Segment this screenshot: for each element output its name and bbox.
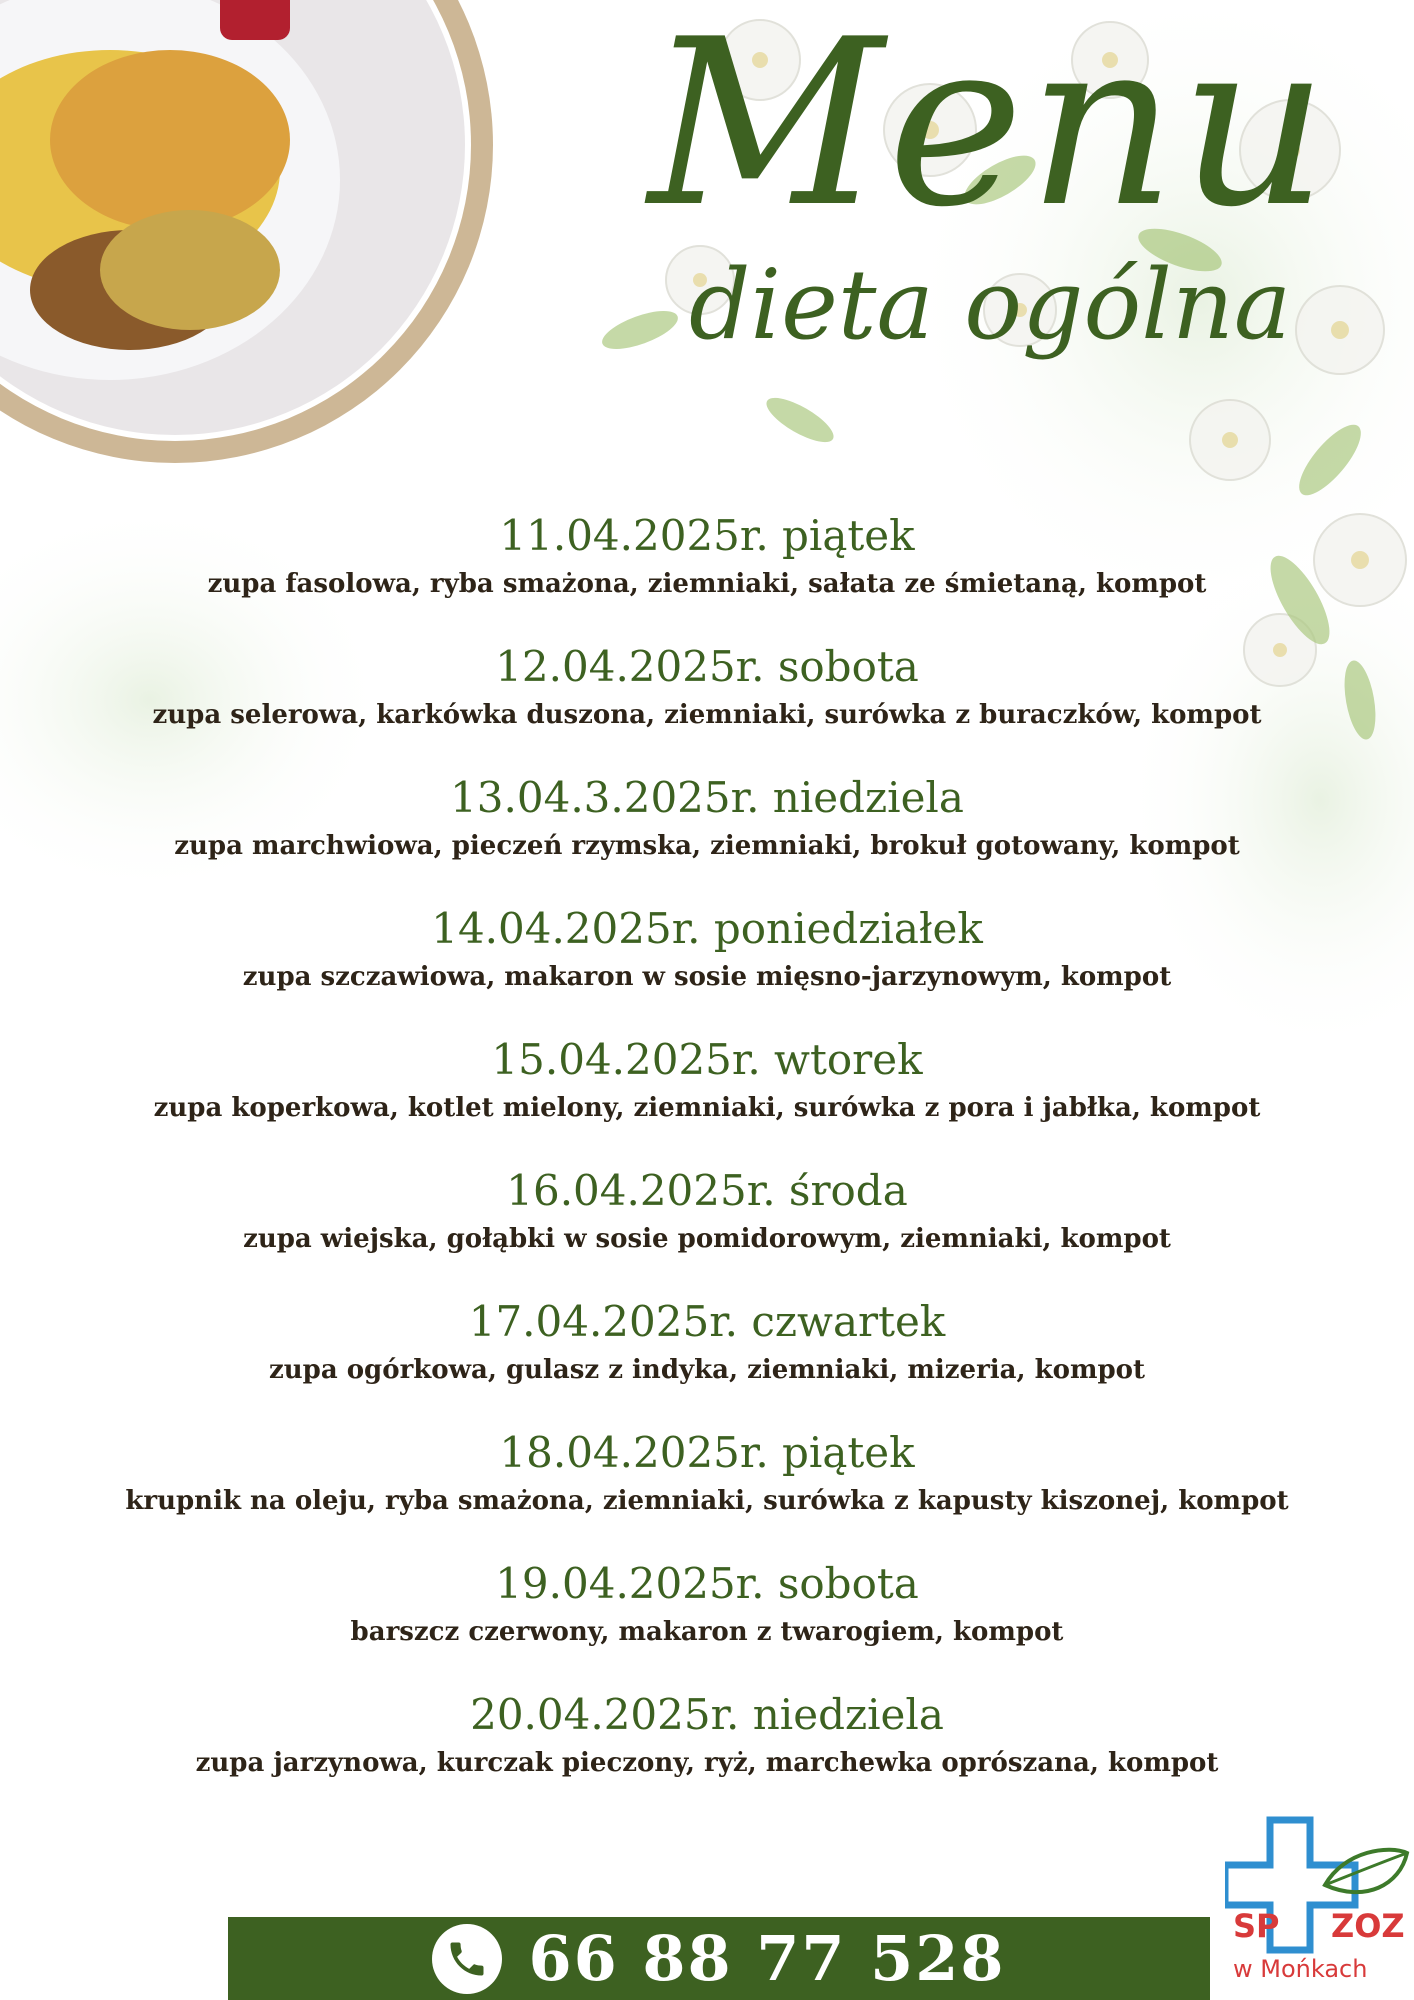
menu-day (0, 1163, 1414, 1294)
logo-place: w Mońkach (1233, 1955, 1368, 1983)
menu-day (0, 770, 1414, 901)
day-dishes: zupa selerowa, karkówka duszona, ziemniaki, surówka z buraczków, kompot (152, 700, 1262, 730)
menu-list (0, 508, 1414, 1818)
day-dishes: barszcz czerwony, makaron z twarogiem, kompot (350, 1617, 1064, 1647)
day-heading: 15.04.2025r. wtorek (491, 1035, 923, 1084)
phone-icon (432, 1924, 502, 1994)
day-dishes: zupa koperkowa, kotlet mielony, ziemniaki, surówka z pora i jabłka, kompot (153, 1093, 1261, 1123)
menu-day (0, 1294, 1414, 1425)
menu-day (0, 1687, 1414, 1818)
day-heading: 12.04.2025r. sobota (495, 642, 919, 691)
menu-title-block (600, 0, 1380, 360)
day-heading: 20.04.2025r. niedziela (470, 1690, 944, 1739)
day-dishes: zupa ogórkowa, gulasz z indyka, ziemniaki, mizeria, kompot (268, 1355, 1146, 1385)
day-heading: 17.04.2025r. czwartek (468, 1297, 946, 1346)
phone-number[interactable]: 66 88 77 528 (528, 1922, 1006, 1995)
page-subtitle: dieta ogólna (688, 249, 1292, 361)
phone-bar (228, 1917, 1210, 2000)
day-dishes: zupa wiejska, gołąbki w sosie pomidorowym, ziemniaki, kompot (243, 1224, 1171, 1254)
day-dishes: zupa fasolowa, ryba smażona, ziemniaki, sałata ze śmietaną, kompot (207, 569, 1207, 599)
day-dishes: zupa marchwiowa, pieczeń rzymska, ziemniaki, brokuł gotowany, kompot (174, 831, 1240, 861)
day-heading: 19.04.2025r. sobota (495, 1559, 919, 1608)
spzoz-logo (1225, 1815, 1410, 1995)
menu-day (0, 1032, 1414, 1163)
day-dishes: krupnik na oleju, ryba smażona, ziemniaki, surówka z kapusty kiszonej, kompot (125, 1486, 1289, 1516)
day-heading: 16.04.2025r. środa (506, 1166, 908, 1215)
menu-day (0, 639, 1414, 770)
day-heading: 18.04.2025r. piątek (499, 1428, 915, 1477)
page-title: Menu (648, 0, 1332, 258)
day-dishes: zupa jarzynowa, kurczak pieczony, ryż, marchewka oprószana, kompot (195, 1748, 1219, 1778)
menu-day (0, 508, 1414, 639)
logo-text-sp: SP (1233, 1907, 1280, 1945)
day-dishes: zupa szczawiowa, makaron w sosie mięsno-jarzynowym, kompot (242, 962, 1172, 992)
dish-photo (0, 0, 500, 470)
menu-day (0, 901, 1414, 1032)
day-heading: 11.04.2025r. piątek (499, 511, 915, 560)
day-heading: 14.04.2025r. poniedziałek (431, 904, 983, 953)
menu-day (0, 1425, 1414, 1556)
menu-day (0, 1556, 1414, 1687)
logo-text-zoz: ZOZ (1331, 1907, 1405, 1945)
day-heading: 13.04.3.2025r. niedziela (450, 773, 964, 822)
